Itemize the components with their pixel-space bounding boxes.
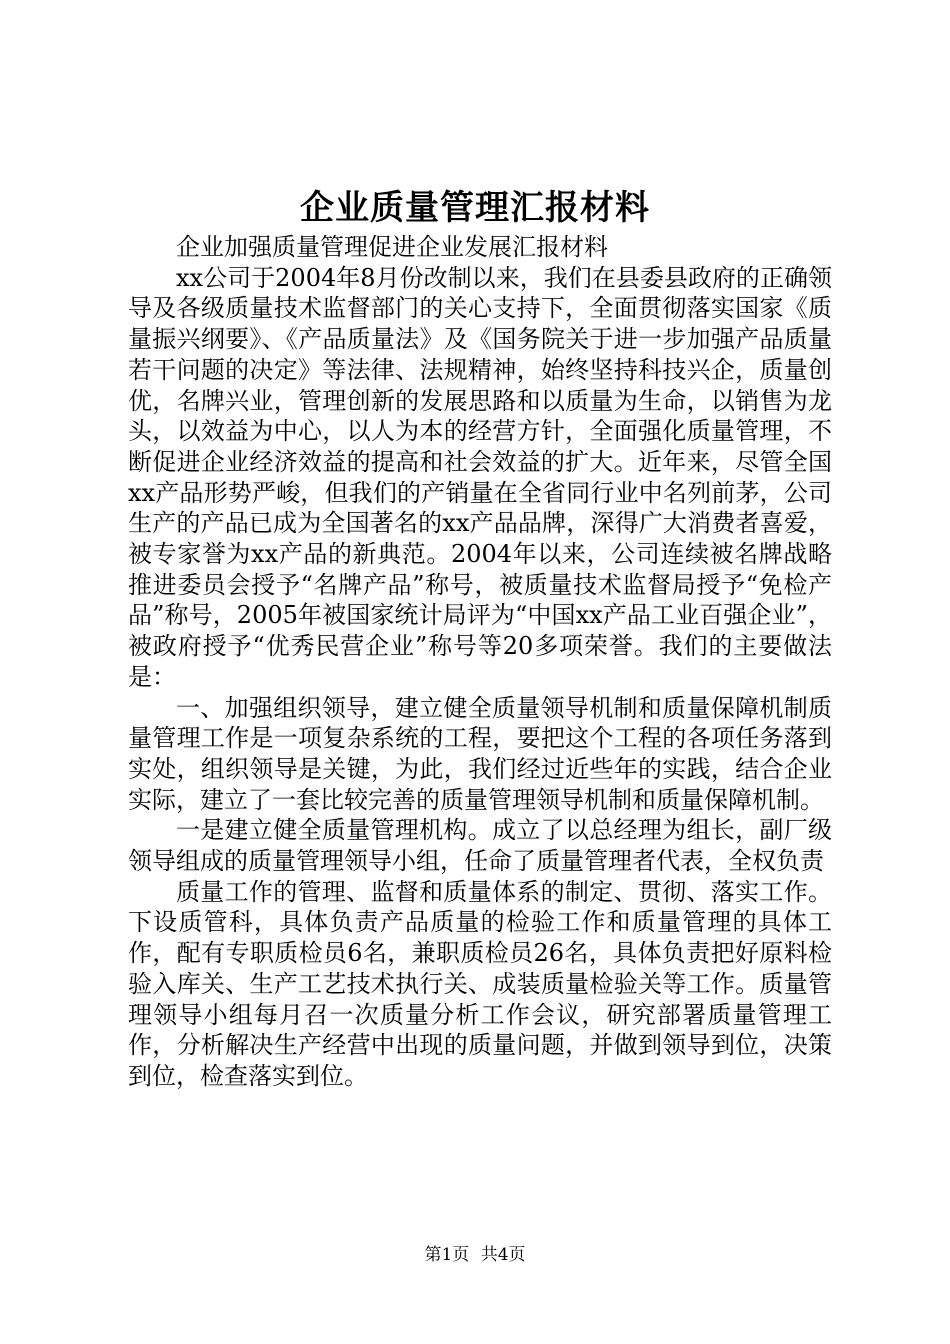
document-title: 企业质量管理汇报材料 bbox=[300, 188, 650, 228]
page-number-footer: 第1页 共4页 bbox=[424, 1245, 526, 1265]
section-one-paragraph: 一、加强组织领导，建立健全质量领导机制和质量保障机制质量管理工作是一项复杂系统的工程，要把这个工程的各项任务落到实处，组织领导是关键，为此，我们经过近些年的实践，结合企业实际，建立了一套比较完善的质量管理领导机制和质量保障机制。 bbox=[128, 693, 832, 814]
quality-work-paragraph: 质量工作的管理、监督和质量体系的制定、贯彻、落实工作。下设质管科，具体负责产品质量的检验工作和质量管理的具体工作，配有专职质检员6名，兼职质检员26名，具体负责把好原料检验入库关、生产工艺技术执行关、成装质量检验关等工作。质量管理领导小组每月召一次质量分析工作会议，研究部署质量管理工作，分析解决生产经营中出现的质量问题，并做到领导到位，决策到位，检查落实到位。 bbox=[128, 877, 832, 1090]
document-body bbox=[128, 232, 832, 1092]
intro-paragraph: xx公司于2004年8月份改制以来，我们在县委县政府的正确领导及各级质量技术监督部门的关心支持下，全面贯彻落实国家《质量振兴纲要》、《产品质量法》及《国务院关于进一步加强产品质量若干问题的决定》等法律、法规精神，始终坚持科技兴企，质量创优，名牌兴业，管理创新的发展思路和以质量为生命，以销售为龙头，以效益为中心，以人为本的经营方针，全面强化质量管理，不断促进企业经济效益的提高和社会效益的扩大。近年来，尽管全国xx产品形势严峻，但我们的产销量在全省同行业中名列前茅，公司生产的产品已成为全国著名的xx产品品牌，深得广大消费者喜爱，被专家誉为xx产品的新典范。2004年以来，公司连续被名牌战略推进委员会授予“名牌产品”称号，被质量技术监督局授予“免检产品”称号，2005年被国家统计局评为“中国xx产品工业百强企业”，被政府授予“优秀民营企业”称号等20多项荣誉。我们的主要做法是： bbox=[128, 263, 832, 691]
subtitle-paragraph: 企业加强质量管理促进企业发展汇报材料 bbox=[176, 233, 608, 261]
point-one-paragraph: 一是建立健全质量管理机构。成立了以总经理为组长，副厂级领导组成的质量管理领导小组，任命了质量管理者代表，全权负责 bbox=[128, 816, 832, 876]
